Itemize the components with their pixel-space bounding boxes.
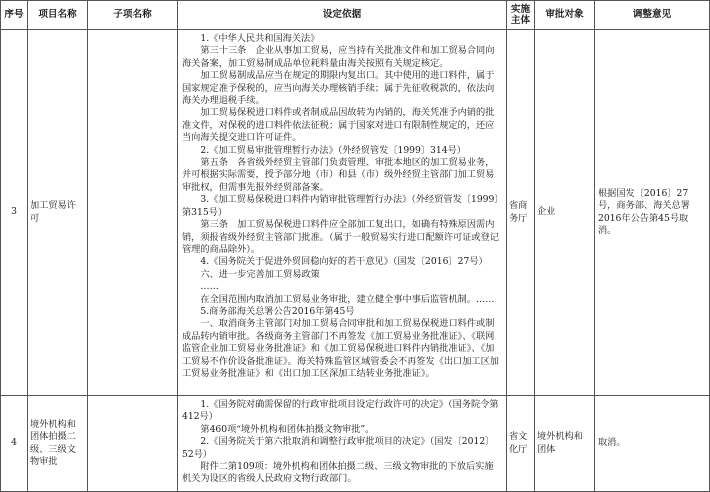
row-item-name: 加工贸易许可 <box>28 30 88 396</box>
basis-line: 第五条 各省级外经贸主管部门负责管理、审批本地区的加工贸易业务，并可根据实际需要，授予部分地（市）和县（市）级外经贸主管部门加工贸易审批权，但需事先报外经贸部备案。 <box>182 157 495 193</box>
basis-line: 加工贸易保税进口料件或者制成品因故转为内销的，海关凭准予内销的批准文件，对保税的进口料件依法征税；属于国家对进口有限制性规定的，还应当向海关提交进口许可证件。 <box>182 107 495 144</box>
header-item-name: 项目名称 <box>28 1 88 30</box>
basis-line: 第460项“境外机构和团体拍摄文物审批”。 <box>200 423 375 435</box>
row-target: 企业 <box>535 30 595 396</box>
row-basis <box>178 396 507 492</box>
basis-line: 六、进一步完善加工贸易政策 <box>200 268 320 280</box>
row-advice: 取消。 <box>595 396 710 492</box>
header-seq: 序号 <box>1 1 28 30</box>
header-subject: 实施主体 <box>507 1 535 30</box>
basis-line: 第三十三条 企业从事加工贸易，应当持有关批准文件和加工贸易合同向海关备案，加工贸易制成品单位耗料量由海关按照有关规定核定。 <box>182 45 495 69</box>
basis-line: 第三条 加工贸易保税进口料件应全部加工复出口，如确有特殊原因需内销，须报省级外经贸主管部门批准。（属于一般贸易实行进口配额许可证或登记管理的商品除外）。 <box>182 219 499 255</box>
row-target: 境外机构和团体 <box>535 396 595 492</box>
basis-line: 加工贸易制成品应当在规定的期限内复出口。其中使用的进口料件，属于国家规定准予保税的，应当向海关办理核销手续；属于先征收税款的，依法向海关办理退税手续。 <box>182 70 495 107</box>
header-target: 审批对象 <box>535 1 595 30</box>
row-seq: 3 <box>1 30 28 396</box>
row-advice: 根据国发〔2016〕27号，商务部、海关总署2016年公告第45号取消。 <box>595 30 710 396</box>
row-subitem-name <box>88 396 178 492</box>
table-row <box>1 30 710 396</box>
row-seq: 4 <box>1 396 28 492</box>
basis-line: 在全国范围内取消加工贸易业务审批，建立健全事中事后监管机制。…… <box>200 293 495 305</box>
header-basis: 设定依据 <box>178 1 507 30</box>
row-basis <box>178 30 507 396</box>
header-advice: 调整意见 <box>595 1 710 30</box>
row-subitem-name <box>88 30 178 396</box>
basis-line: 2.《国务院关于第六批取消和调整行政审批项目的决定》（国发〔2012〕52号） <box>182 436 495 460</box>
row-subject: 省商务厅 <box>507 30 535 396</box>
table-row <box>1 396 710 492</box>
basis-line: 3.《加工贸易保税进口料件内销审批管理暂行办法》（外经贸管发〔1999〕第315号） <box>182 194 499 218</box>
basis-line: 5.商务部海关总署公告2016年第45号 <box>200 305 355 317</box>
basis-line: 1.《国务院对确需保留的行政审批项目设定行政许可的决定》（国务院令第412号） <box>182 399 499 423</box>
table-header-row <box>1 1 710 30</box>
header-subitem-name: 子项名称 <box>88 1 178 30</box>
row-item-name: 境外机构和团体拍摄二级、三级文物审批 <box>28 396 88 492</box>
basis-line: 1.《中华人民共和国海关法》 <box>200 33 320 44</box>
basis-line: 4.《国务院关于促进外贸回稳向好的若干意见》（国发〔2016〕27号） <box>200 256 488 268</box>
basis-line: 2.《加工贸易审批管理暂行办法》（外经贸管发〔1999〕314号） <box>200 144 466 156</box>
basis-line: 附件二第109项：境外机构和团体拍摄二级、三级文物审批的下放后实施机关为设区的省级人民政府文物行政部门。 <box>182 461 494 485</box>
basis-line: …… <box>200 281 219 293</box>
row-subject: 省文化厅 <box>507 396 535 492</box>
basis-line: 一、取消商务主管部门对加工贸易合同审批和加工贸易保税进口料件或制成品转内销审批。各级商务主管部门不再签发《加工贸易业务批准证》、《联网监管企业加工贸易业务批准证》和《加工贸易保税进口料件内销批准证》、《加工贸易不作价设备批准证》。海关特殊监管区域管委会不再签发《出口加工区加工贸易业务批准证》和《出口加工区深加工结转业务批准证》。 <box>182 318 499 379</box>
